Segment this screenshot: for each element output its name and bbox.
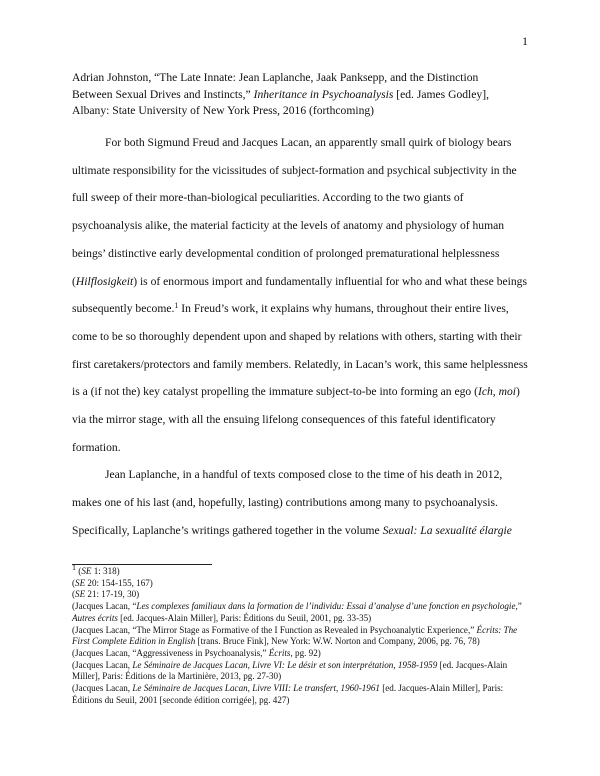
footnote-8-b: [ed. Jacques-Alain Miller], Paris: Éditions du Seuil, 2001 [seconde édition corrigée], pg. 427) xyxy=(72,683,504,705)
footnote-rule xyxy=(72,564,212,565)
header-line-3: Albany: State University of New York Press, 2016 (forthcoming) xyxy=(72,104,375,117)
citation-header xyxy=(72,70,534,120)
footnote-2-b: 20: 154-155, 167) xyxy=(85,577,153,588)
p1-italic-ich-moi: Ich, moi xyxy=(478,385,516,399)
p1-text-a: For both Sigmund Freud and Jacques Lacan, an apparently small quirk of biology bears ultimate responsibility for the vicissitudes of subject-formation and psychical subjectivity in the full sweep of their more-than-biological peculiarities. According to the two giants of psychoanalysis alike, the material facticity at the levels of anatomy and physiology of human beings’ distinctive early developmental condition of prolonged prematurational helplessness ( xyxy=(72,136,517,288)
p1-text-d: ) via the mirror stage, with all the ensuing lifelong consequences of this fateful identificatory formation. xyxy=(72,385,520,454)
footnote-4-a: (Jacques Lacan, “ xyxy=(72,601,137,612)
footnote-7-italic: Le Séminaire de Jacques Lacan, Livre VI: Le désir et son interprétation, 1958-1959 xyxy=(132,659,438,670)
footnote-7 xyxy=(72,660,534,683)
footnote-8-italic: Le Séminaire de Jacques Lacan, Livre VIII: Le transfert, 1960-1961 xyxy=(132,683,380,694)
header-line-2-end: [ed. James Godley], xyxy=(393,87,489,101)
footnote-1-b: 1: 318) xyxy=(91,566,120,576)
footnote-2 xyxy=(72,578,534,590)
paragraph-1 xyxy=(72,129,534,461)
footnotes xyxy=(72,563,534,706)
footnote-4-italic-2: Autres écrits xyxy=(72,612,118,623)
p1-text-b: ) is of enormous import and fundamentally influential for who and what these beings subsequently become. xyxy=(72,274,527,316)
paragraph-2 xyxy=(72,461,534,544)
header-line-2 xyxy=(72,87,534,104)
footnote-4-b: ,” xyxy=(515,601,522,612)
footnote-1-italic: SE xyxy=(81,566,92,576)
footnote-6 xyxy=(72,648,534,660)
p1-text-c: In Freud’s work, it explains why humans, throughout their entire lives, come to be so thoroughly dependent upon and shaped by relations with others, starting with their first caretakers/protectors and family members. Relatedly, in Lacan’s work, this same helplessness is a (if not the) key catalyst propelling the immature subject-to-be into forming an ego ( xyxy=(72,302,528,399)
p2-text-a: Jean Laplanche, in a handful of texts composed close to the time of his death in 2012, makes one of his last (and, hopefully, lasting) contributions among many to psychoanalysis. Specifically, Laplanche’s writings gathered together in the volume xyxy=(72,468,503,537)
p2-italic-title: Sexual: La sexualité élargie xyxy=(382,523,512,537)
p1-italic-hilflosigkeit: Hilflosigkeit xyxy=(75,274,134,288)
footnote-6-italic: Écrits xyxy=(268,647,291,658)
footnote-8-a: (Jacques Lacan, xyxy=(72,683,133,694)
footnote-5-a: (Jacques Lacan, “The Mirror Stage as Formative of the I Function as Revealed in Psychoanalytic Experience,” xyxy=(72,624,477,635)
footnote-6-b: , pg. 92) xyxy=(290,647,321,658)
footnote-ref-1[interactable]: 1 xyxy=(174,301,179,311)
page-number: 1 xyxy=(522,34,528,48)
footnote-7-b: [ed. Jacques-Alain Miller], Paris: Éditions de la Martinière, 2013, pg. 27-30) xyxy=(72,659,508,682)
footnote-2-italic: SE xyxy=(75,577,86,588)
header-book-title: Inheritance in Psychoanalysis xyxy=(253,87,394,101)
footnote-4-c: [ed. Jacques-Alain Miller], Paris: Éditions du Seuil, 2001, pg. 33-35) xyxy=(117,612,372,623)
footnote-5 xyxy=(72,625,534,648)
header-line-1: Adrian Johnston, “The Late Innate: Jean Laplanche, Jaak Panksepp, and the Distinction xyxy=(72,71,479,84)
footnote-1-a: ( xyxy=(76,566,82,576)
footnote-8 xyxy=(72,683,534,706)
footnote-5-b: [trans. Bruce Fink], New York: W.W. Norton and Company, 2006, pg. 76, 78) xyxy=(195,636,480,647)
footnote-2-a: ( xyxy=(72,577,76,588)
footnote-1-mark: 1 xyxy=(72,563,76,572)
footnote-3-b: 21: 17-19, 30) xyxy=(85,589,140,600)
footnote-3-italic: SE xyxy=(75,589,86,600)
footnote-7-a: (Jacques Lacan, xyxy=(72,659,133,670)
footnote-4 xyxy=(72,601,534,624)
footnote-3 xyxy=(72,589,534,601)
footnote-3-a: ( xyxy=(72,589,76,600)
footnote-4-italic-1: Les complexes familiaux dans la formation de l’individu: Essai d’analyse d’une fonction en psychologie xyxy=(136,601,516,612)
footnote-6-a: (Jacques Lacan, “Aggressiveness in Psychoanalysis,” xyxy=(72,647,269,658)
header-line-2-start: Between Sexual Drives and Instincts,” xyxy=(72,87,254,101)
footnote-5-italic: Écrits: The First Complete Edition in English xyxy=(72,624,518,647)
footnote-1 xyxy=(72,563,534,578)
body-text xyxy=(72,129,534,545)
